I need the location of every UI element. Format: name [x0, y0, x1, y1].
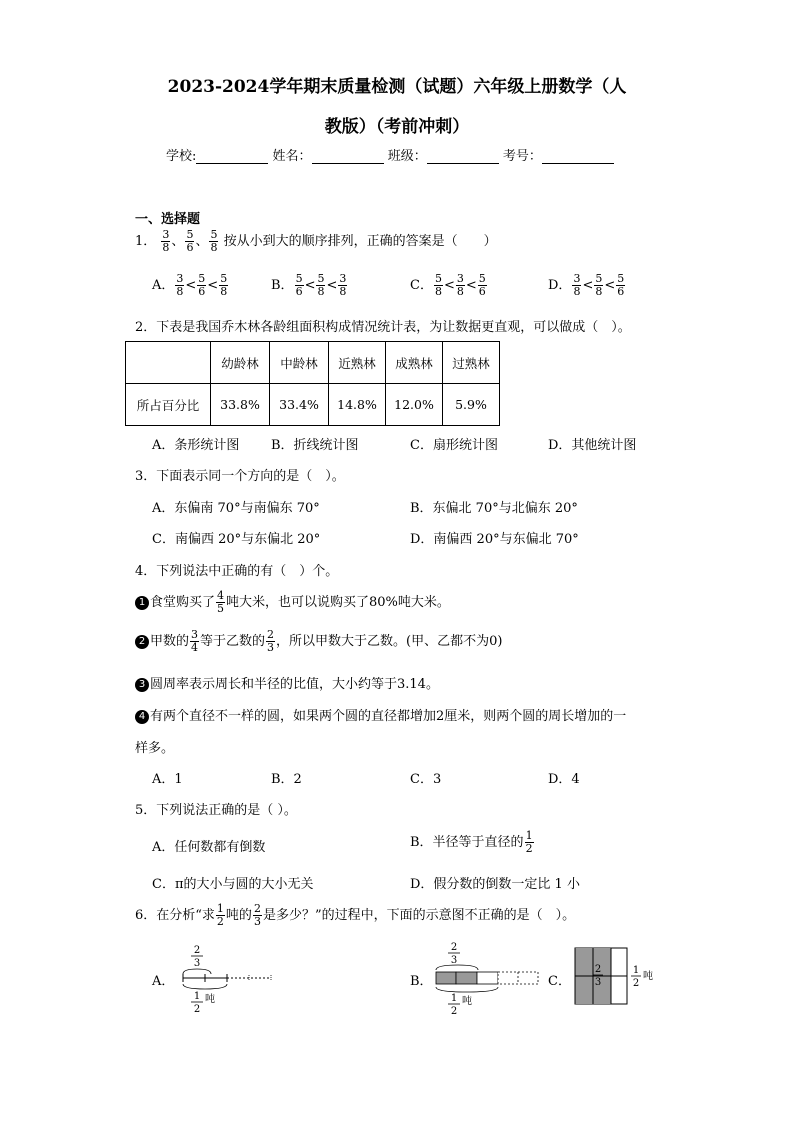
title-line-2: 教版）（考前冲刺）	[324, 117, 470, 137]
table-cell: 5.9%	[443, 384, 500, 426]
question-6: 6．在分析“求 $\frac{1}{2}$ 吨的 $\frac{2}{3}$ 是多少？”的过程中，下面的示意图不正确的是（ ）。	[135, 902, 576, 928]
table-cell: 中龄林	[270, 342, 329, 384]
q3-option-d[interactable]: D．南偏西 20°与东偏北 70°	[410, 532, 579, 547]
q1-option-a[interactable]: A． $\frac{3}{8}$ < $\frac{5}{6}$ < $\frac{5}{8}$	[152, 272, 228, 298]
q5-option-a[interactable]: A．任何数都有倒数	[152, 840, 266, 855]
table-cell: 幼龄林	[211, 342, 270, 384]
svg-text:2: 2	[193, 1004, 201, 1015]
q4-option-b[interactable]: B．2	[271, 772, 302, 787]
title-line-1: 2023-2024学年期末质量检测（试题）六年级上册数学（人	[167, 77, 627, 97]
class-field[interactable]	[427, 149, 499, 164]
circled-number-4: 4	[135, 710, 149, 724]
question-2: 2．下表是我国乔木林各龄组面积构成情况统计表，为让数据更直观，可以做成（ ）。	[135, 320, 631, 335]
table-cell: 成熟林	[386, 342, 443, 384]
circled-number-2: 2	[135, 635, 149, 649]
number-label: 考号：	[502, 149, 542, 164]
circled-number-1: 1	[135, 596, 149, 610]
svg-text:1: 1	[450, 993, 458, 1004]
svg-text:1: 1	[632, 965, 640, 976]
q1-option-d[interactable]: D． $\frac{3}{8}$ < $\frac{5}{8}$ < $\frac{5}{6}$	[548, 272, 625, 298]
q6-diagram-c	[570, 945, 665, 1007]
question-4: 4．下列说法中正确的有（ ）个。	[135, 564, 339, 579]
school-label: 学校:	[166, 149, 197, 164]
q4-statement-4: 4 有两个直径不一样的圆，如果两个圆的直径都增加2厘米，则两个圆的周长增加的一	[135, 705, 626, 724]
svg-text:2: 2	[450, 1006, 458, 1016]
svg-text:3: 3	[193, 958, 201, 969]
svg-text:吨: 吨	[205, 994, 215, 1005]
q1-frac-1: $\frac{3}{8}$	[162, 228, 170, 254]
class-label: 班级：	[387, 149, 427, 164]
number-field[interactable]	[542, 149, 614, 164]
svg-text:2: 2	[450, 942, 458, 953]
svg-text:1: 1	[193, 991, 201, 1002]
name-label: 姓名：	[272, 149, 312, 164]
q4-option-a[interactable]: A．1	[152, 772, 183, 787]
table-cell: 12.0%	[386, 384, 443, 426]
q1-text: 按从小到大的顺序排列，正确的答案是（ ）	[223, 234, 497, 249]
circled-number-3: 3	[135, 678, 149, 692]
q1-frac-3: $\frac{5}{8}$	[210, 228, 218, 254]
name-field[interactable]	[312, 149, 384, 164]
q1-frac-2: $\frac{5}{6}$	[186, 228, 194, 254]
table-cell: 近熟林	[329, 342, 386, 384]
q4-statement-1: 1 食堂购买了 $\frac{4}{5}$ 吨大米，也可以说购买了80%吨大米。	[135, 590, 450, 615]
q1-option-c[interactable]: C． $\frac{5}{8}$ < $\frac{3}{8}$ < $\frac{5}{6}$	[410, 272, 486, 298]
svg-text:3: 3	[450, 955, 458, 966]
svg-text:2: 2	[632, 978, 640, 989]
q2-option-a[interactable]: A．条形统计图	[152, 438, 240, 453]
q6-diagram-b	[430, 938, 545, 1016]
q1-option-b[interactable]: B． $\frac{5}{6}$ < $\frac{5}{8}$ < $\frac{3}{8}$	[271, 272, 347, 298]
svg-text:吨: 吨	[643, 971, 653, 982]
q6-option-b[interactable]: B．	[410, 974, 433, 989]
table-cell: 所占百分比	[126, 384, 211, 426]
q3-option-a[interactable]: A．东偏南 70°与南偏东 70°	[152, 501, 320, 516]
table-cell	[126, 342, 211, 384]
q4-statement-3: 3 圆周率表示周长和半径的比值，大小约等于3.14。	[135, 673, 439, 692]
q1-number: 1．	[135, 234, 157, 249]
q6-diagram-a	[175, 940, 285, 1015]
table-cell: 33.8%	[211, 384, 270, 426]
school-field[interactable]	[196, 149, 268, 164]
q6-option-c[interactable]: C．	[548, 974, 571, 989]
svg-text:吨: 吨	[462, 996, 472, 1007]
q5-option-d[interactable]: D．假分数的倒数一定比 1 小	[410, 877, 580, 892]
table-cell: 过熟林	[443, 342, 500, 384]
q4-option-d[interactable]: D．4	[548, 772, 580, 787]
forest-table	[125, 341, 500, 426]
q5-option-c[interactable]: C．π的大小与圆的大小无关	[152, 877, 314, 892]
svg-text:2: 2	[193, 945, 201, 956]
question-5: 5．下列说法正确的是（ ）。	[135, 803, 297, 818]
svg-text:2: 2	[594, 964, 602, 975]
q3-option-b[interactable]: B．东偏北 70°与北偏东 20°	[410, 501, 578, 516]
student-info	[166, 145, 614, 164]
question-1: 1． $\frac{3}{8}$ 、 $\frac{5}{6}$ 、 $\frac{5}{8}$ 按从小到大的顺序排列，正确的答案是（ ）	[135, 228, 497, 254]
q4-option-c[interactable]: C．3	[410, 772, 442, 787]
q2-option-c[interactable]: C．扇形统计图	[410, 438, 498, 453]
q2-option-b[interactable]: B．折线统计图	[271, 438, 359, 453]
section-title: 一、选择题	[135, 212, 201, 227]
q6-option-a[interactable]: A．	[152, 974, 175, 989]
q4-statement-4-cont: 样多。	[135, 741, 175, 756]
svg-text:3: 3	[594, 977, 602, 988]
q5-option-b[interactable]: B．半径等于直径的 $\frac{1}{2}$	[410, 829, 533, 855]
table-header-row	[126, 342, 500, 384]
table-row	[126, 384, 500, 426]
q2-option-d[interactable]: D．其他统计图	[548, 438, 637, 453]
question-3: 3．下面表示同一个方向的是（ ）。	[135, 469, 345, 484]
table-cell: 33.4%	[270, 384, 329, 426]
q3-option-c[interactable]: C．南偏西 20°与东偏北 20°	[152, 532, 321, 547]
table-cell: 14.8%	[329, 384, 386, 426]
q4-statement-2: 2 甲数的 $\frac{3}{4}$ 等于乙数的 $\frac{2}{3}$ ，所以甲数大于乙数。(甲、乙都不为0)	[135, 629, 502, 654]
